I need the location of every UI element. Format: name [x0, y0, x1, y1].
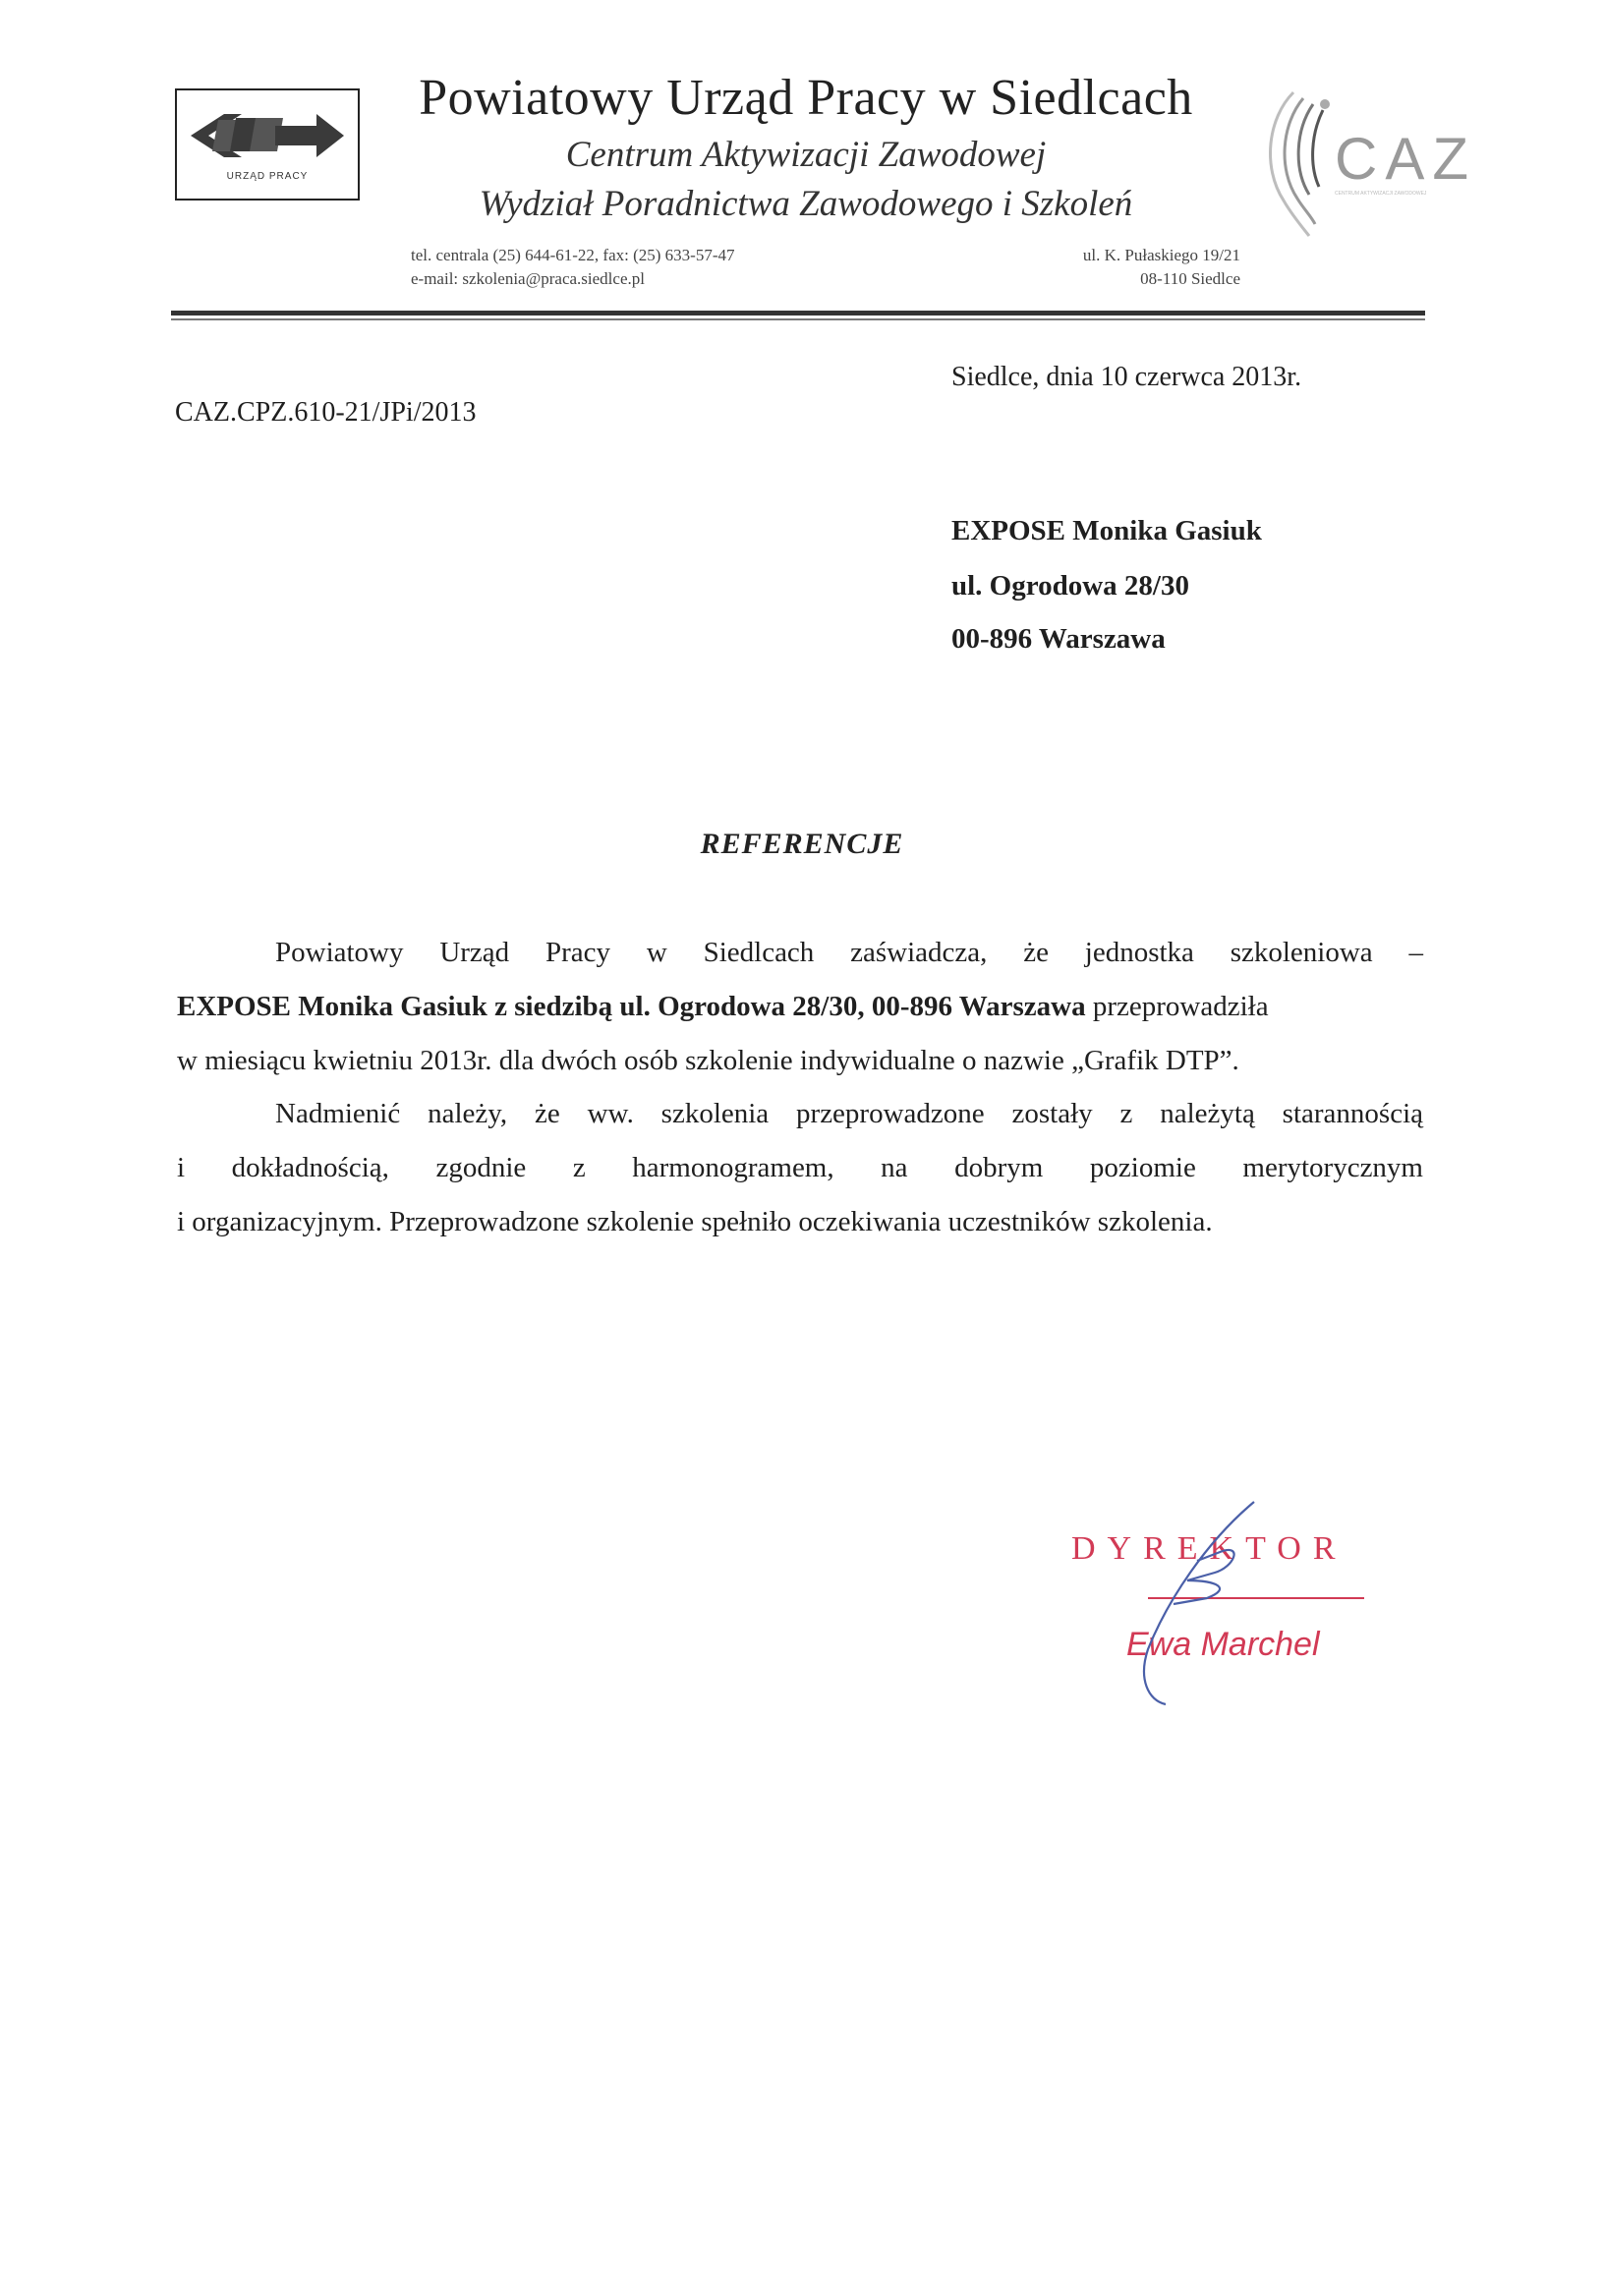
contact-email: e-mail: szkolenia@praca.siedlce.pl: [411, 269, 645, 288]
paragraph-2-line-1: Nadmienić należy, że ww. szkolenia przeprowadzone zostały z należytą starannością: [275, 1098, 1423, 1129]
place-date: Siedlce, dnia 10 czerwca 2013r.: [951, 362, 1302, 392]
header-divider-thin: [171, 318, 1425, 320]
arrow-logo-icon: [191, 106, 348, 169]
caz-logo-small-text: CENTRUM AKTYWIZACJI ZAWODOWEJ: [1335, 191, 1427, 197]
header-divider: [171, 311, 1425, 316]
contact-phone: tel. centrala (25) 644-61-22, fax: (25) 633-57-47: [411, 246, 735, 264]
company-details-bold: EXPOSE Monika Gasiuk z siedzibą ul. Ogrodowa 28/30, 00-896 Warszawa: [177, 991, 1086, 1022]
caz-logo: [1254, 79, 1476, 246]
paragraph-2-line-3: i organizacyjnym. Przeprowadzone szkolenie spełniło oczekiwania uczestników szkolenia.: [177, 1206, 1213, 1237]
caz-logo-text: CAZ: [1335, 126, 1476, 192]
organization-name: Powiatowy Urząd Pracy w Siedlcach: [419, 70, 1193, 126]
paragraph-1-line-2-rest: przeprowadziła: [1085, 991, 1269, 1022]
address-street: ul. K. Pułaskiego 19/21: [1082, 246, 1240, 264]
office-address: [983, 244, 1240, 291]
contact-info: [411, 244, 735, 291]
paragraph-1: [177, 926, 1423, 1088]
stamp-title: DYREKTOR: [1071, 1530, 1347, 1567]
document-title: REFERENCJE: [700, 828, 904, 860]
stamp-name: Ewa Marchel: [1126, 1626, 1320, 1663]
paragraph-2-line-2: i dokładnością, zgodnie z harmonogramem, na dobrym poziomie merytorycznym: [177, 1152, 1423, 1183]
reference-number: CAZ.CPZ.610-21/JPi/2013: [175, 397, 477, 428]
address-city: 08-110 Siedlce: [1140, 269, 1240, 288]
paragraph-1-line-3: w miesiącu kwietniu 2013r. dla dwóch osób szkolenie indywidualne o nazwie „Grafik DTP”.: [177, 1045, 1239, 1076]
paragraph-1-line-2: [177, 980, 1423, 1034]
paragraph-2: [177, 1087, 1423, 1249]
urzad-pracy-logo: [175, 88, 360, 201]
director-stamp: [1050, 1482, 1384, 1718]
recipient-street: ul. Ogrodowa 28/30: [951, 570, 1189, 602]
division-name: Wydział Poradnictwa Zawodowego i Szkoleń: [479, 184, 1133, 224]
department-name: Centrum Aktywizacji Zawodowej: [565, 135, 1047, 175]
logo-caption: URZĄD PRACY: [226, 171, 309, 182]
recipient-city: 00-896 Warszawa: [951, 623, 1166, 655]
paragraph-1-line-1: Powiatowy Urząd Pracy w Siedlcach zaświadcza, że jednostka szkoleniowa –: [275, 937, 1423, 968]
recipient-name: EXPOSE Monika Gasiuk: [951, 515, 1262, 546]
